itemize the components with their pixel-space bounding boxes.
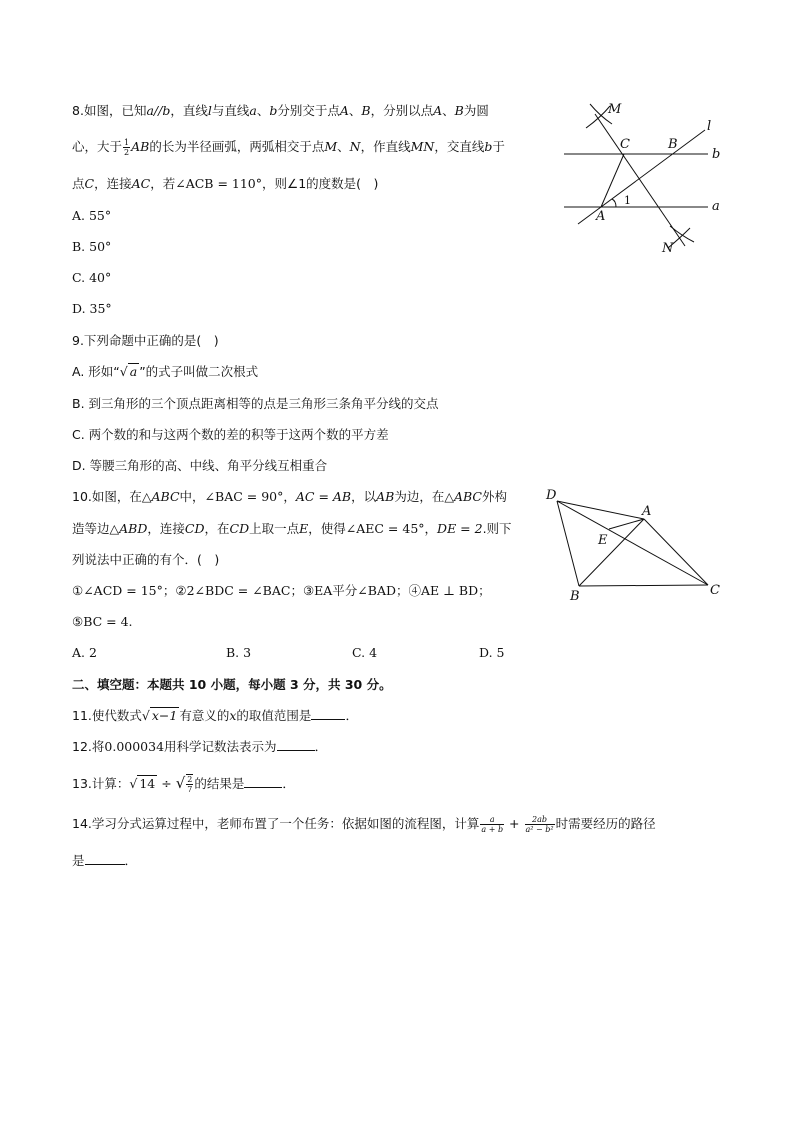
- q12-number: 0.000034: [104, 739, 165, 754]
- q14-text: +: [505, 816, 524, 831]
- q10-option-c: C. 4: [352, 645, 378, 660]
- q8-math: N: [349, 139, 361, 154]
- q8-math: a//b: [146, 103, 171, 118]
- q8-text: 、: [337, 139, 350, 154]
- q8-text: ，直线: [170, 103, 208, 118]
- q9-option-c: C. 两个数的和与这两个数的差的积等于这两个数的平方差: [72, 427, 389, 442]
- q8-option-d: D. 35°: [72, 301, 112, 316]
- answer-blank: [277, 738, 315, 751]
- q10-statement-5: ⑤BC = 4.: [72, 614, 133, 629]
- q8-text: 的长为半径画弧，两弧相交于点: [149, 139, 325, 154]
- segment-dc: [557, 501, 708, 585]
- q8-option-a: A. 55°: [72, 208, 112, 223]
- q10-text: ；: [478, 583, 491, 598]
- q9-option-a: [72, 363, 258, 381]
- q10-math: CD: [184, 521, 205, 536]
- fraction-1: [480, 815, 504, 834]
- q10-line3: 列说法中正确的有个．( ): [72, 552, 220, 567]
- q9-option-a-text: ”的式子叫做二次根式: [139, 364, 259, 379]
- fraction-denominator: 2: [124, 148, 130, 157]
- fraction-denominator: a + b: [481, 825, 504, 834]
- q10-text: 10.如图，在: [72, 489, 142, 504]
- fraction: [186, 774, 193, 794]
- q14-text: 时需要经历的路径: [555, 816, 656, 831]
- q12: [72, 738, 327, 756]
- q9-stem: 9.下列命题中正确的是( ): [72, 333, 219, 348]
- q8-text: ，交直线: [434, 139, 485, 154]
- q14-line1: [72, 815, 656, 834]
- q11-math: x: [229, 708, 237, 723]
- q8-number: 8.: [72, 103, 84, 118]
- line-mn: [595, 114, 685, 246]
- q8-math: MN: [410, 139, 435, 154]
- q10-option-d: D. 5: [479, 645, 505, 660]
- fraction-numerator: a: [480, 815, 504, 825]
- q8-line1: [72, 102, 489, 120]
- q11-text: 11.使代数式: [72, 708, 142, 723]
- label-c: C: [710, 583, 720, 598]
- label-m: M: [608, 102, 622, 117]
- q10-figure: [540, 482, 730, 607]
- fraction-numerator: 2: [187, 775, 193, 784]
- sqrt-fraction: √ $\frac{2}{7}$: [175, 774, 193, 794]
- label-a-point: A: [596, 209, 606, 224]
- q14-line2: [72, 852, 137, 870]
- q8-math: AC: [131, 176, 151, 191]
- section-2-heading: 二、填空题：本题共 10 小题，每小题 3 分，共 30 分。: [72, 677, 392, 692]
- q8-text: ，若: [150, 176, 176, 191]
- q10-line1: [72, 488, 507, 506]
- label-n: N: [662, 241, 674, 256]
- segment-ab: [579, 519, 644, 586]
- q8-text: 为圆: [463, 103, 489, 118]
- label-c: C: [620, 137, 630, 152]
- radicand: a: [129, 364, 138, 379]
- q10-math: AB: [376, 489, 395, 504]
- q11: [72, 707, 358, 725]
- q9-option-b: B. 到三角形的三个顶点距离相等的点是三角形三条角平分线的交点: [72, 396, 439, 411]
- q8-text: ，连接: [94, 176, 132, 191]
- q8-line3: [72, 175, 378, 193]
- q8-line2: [72, 138, 505, 157]
- q8-math: b: [269, 103, 278, 118]
- q8-math: A: [433, 103, 443, 118]
- q10-math: CD: [229, 521, 250, 536]
- q8-text: 如图，已知: [83, 103, 147, 118]
- q10-text: ，使得: [308, 521, 346, 536]
- q11-text: 有意义的: [179, 708, 230, 723]
- q8-math: B: [361, 103, 371, 118]
- fraction-numerator: 1: [124, 138, 130, 147]
- q8-text: 与直线: [211, 103, 250, 118]
- q13-text: ．: [282, 776, 295, 791]
- q8-math: b: [484, 139, 493, 154]
- radicand: x−1: [151, 708, 178, 723]
- segment-db: [557, 501, 579, 586]
- q11-text: ．: [345, 708, 358, 723]
- q8-text: ，则∠1的度数是( ): [262, 176, 379, 191]
- answer-blank: [244, 775, 282, 788]
- q10-statement-3: ；③EA平分∠BAD: [290, 583, 397, 598]
- arc-m-1: [586, 106, 610, 128]
- q8-half-fraction: [123, 138, 130, 157]
- sqrt-a: √ a: [119, 364, 138, 379]
- fraction-2: [525, 815, 555, 834]
- q8-option-c: C. 40°: [72, 270, 112, 285]
- answer-blank: [85, 852, 125, 865]
- segment-ac: [644, 519, 708, 585]
- q14-text: 是: [72, 853, 85, 868]
- label-a-line: a: [712, 199, 720, 214]
- label-a: A: [642, 504, 652, 519]
- arc-n-2: [670, 226, 694, 242]
- q8-text: 、: [442, 103, 455, 118]
- q8-text: 点: [72, 176, 85, 191]
- q10-text: ，在: [204, 521, 230, 536]
- q11-text: 的取值范围是: [236, 708, 312, 723]
- q8-math: AB: [131, 139, 150, 154]
- q10-text: ，以: [351, 489, 377, 504]
- q10-text: 为边，在: [394, 489, 445, 504]
- q10-math: E: [299, 521, 309, 536]
- q10-math: DE = 2: [437, 521, 483, 536]
- q10-line2: [72, 520, 512, 538]
- q10-math: △ABC: [444, 489, 482, 504]
- q12-text: ．: [314, 739, 328, 754]
- q10-math: ∠AEC = 45°: [345, 521, 425, 536]
- q10-statement-2: ；②2∠BDC = ∠BAC: [162, 583, 291, 598]
- segment-bc: [579, 585, 708, 586]
- sqrt-14: √ 14: [129, 776, 156, 791]
- q10-text: ，: [424, 521, 438, 536]
- q8-text: 、: [348, 103, 362, 118]
- q10-option-b: B. 3: [226, 645, 252, 660]
- q10-line4: [72, 582, 491, 600]
- q8-text: 、: [256, 103, 270, 118]
- q8-math: M: [324, 139, 338, 154]
- q12-text: 用科学记数法表示为: [164, 739, 277, 754]
- q8-math: C: [84, 176, 95, 191]
- label-d: D: [546, 488, 557, 503]
- q14-text: ．: [124, 853, 138, 868]
- q8-figure: [560, 98, 730, 258]
- answer-blank: [311, 707, 345, 720]
- segment-da: [557, 501, 644, 519]
- radicand: 14: [139, 776, 156, 791]
- q13-text: 的结果是: [194, 776, 245, 791]
- q10-text: .则下: [482, 521, 512, 536]
- q12-text: 12.将: [72, 739, 105, 754]
- q8-math: l: [207, 103, 212, 118]
- label-angle-1: 1: [624, 194, 631, 207]
- q10-text: ，: [283, 489, 296, 504]
- label-e: E: [598, 533, 608, 548]
- q14-text: 14.学习分式运算过程中，老师布置了一个任务：依据如图的流程图，计算: [72, 816, 480, 831]
- q10-text: ，连接: [147, 521, 185, 536]
- q8-math: a: [249, 103, 257, 118]
- q9-option-d: D. 等腰三角形的高、中线、角平分线互相重合: [72, 458, 328, 473]
- sqrt-x-minus-1: √ x−1: [141, 708, 178, 723]
- q10-text: 造等边: [72, 521, 110, 536]
- q10-math: △ABD: [109, 521, 148, 536]
- q8-math: ∠ACB = 110°: [175, 176, 262, 191]
- q8-text: 于: [492, 139, 505, 154]
- q10-text: 外构: [481, 489, 507, 504]
- q10-math: △ABC: [141, 489, 180, 504]
- q10-statement-4: ；④AE ⊥ BD: [396, 583, 479, 598]
- q8-math: A: [339, 103, 349, 118]
- angle-1-arc: [612, 199, 616, 207]
- q10-text: 上取一点: [249, 521, 300, 536]
- q8-text: 心，大于: [72, 139, 123, 154]
- q10-option-a: A. 2: [72, 645, 97, 660]
- q13-text: 13.计算：: [72, 776, 130, 791]
- q8-text: ，作直线: [360, 139, 411, 154]
- q10-text: 中，: [179, 489, 205, 504]
- q8-text: ，分别以点: [370, 103, 434, 118]
- label-b: B: [570, 589, 580, 604]
- fraction-numerator: 2ab: [525, 815, 555, 825]
- q13-text: ÷: [157, 776, 176, 791]
- q8-math: B: [454, 103, 464, 118]
- fraction-denominator: a² − b²: [525, 825, 554, 834]
- label-l: l: [707, 119, 712, 134]
- q10-math: ∠BAC = 90°: [204, 489, 284, 504]
- fraction-denominator: 7: [187, 785, 193, 794]
- q10-statement-1: ①∠ACD = 15°: [72, 583, 163, 598]
- q8-option-b: B. 50°: [72, 239, 112, 254]
- label-b-line: b: [712, 147, 721, 162]
- q13: [72, 774, 295, 794]
- q9-option-a-text: A. 形如“: [72, 364, 120, 379]
- q8-text: 分别交于点: [277, 103, 340, 118]
- label-b-point: B: [668, 137, 678, 152]
- q10-math: AC = AB: [295, 489, 352, 504]
